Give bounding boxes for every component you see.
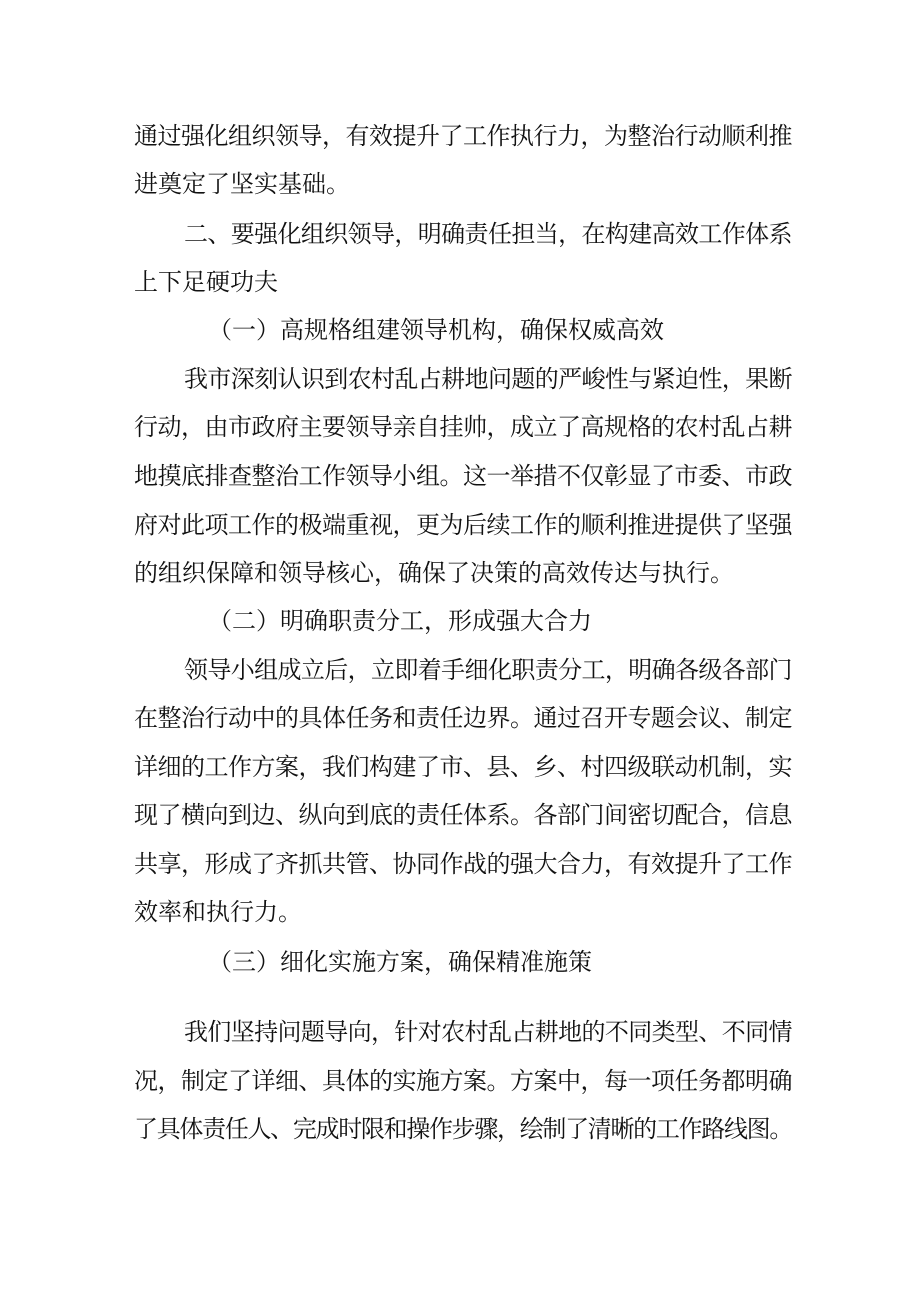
text-line: 行动，由市政府主要领导亲自挂帅，成立了高规格的农村乱占耕 bbox=[134, 413, 792, 441]
subsection-heading: （三）细化实施方案，确保精准施策 bbox=[208, 948, 592, 976]
text-line: 的组织保障和领导核心，确保了决策的高效传达与执行。 bbox=[134, 559, 734, 587]
text-line: 我们坚持问题导向，针对农村乱占耕地的不同类型、不同情 bbox=[184, 1018, 792, 1046]
subsection-heading: （二）明确职责分工，形成强大合力 bbox=[208, 607, 592, 635]
text-line: 通过强化组织领导，有效提升了工作执行力，为整治行动顺利推 bbox=[134, 122, 792, 150]
text-line: 现了横向到边、纵向到底的责任体系。各部门间密切配合，信息 bbox=[134, 801, 792, 829]
text-line: 地摸底排查整治工作领导小组。这一举措不仅彰显了市委、市政 bbox=[134, 462, 792, 490]
subsection-heading: （一）高规格组建领导机构，确保权威高效 bbox=[208, 316, 664, 344]
text-line: 共享，形成了齐抓共管、协同作战的强大合力，有效提升了工作 bbox=[134, 850, 792, 878]
text-line: 了具体责任人、完成时限和操作步骤，绘制了清晰的工作路线图。 bbox=[134, 1115, 793, 1143]
text-line: 详细的工作方案，我们构建了市、县、乡、村四级联动机制，实 bbox=[134, 753, 792, 781]
section-heading: 二、要强化组织领导，明确责任担当，在构建高效工作体系 bbox=[184, 220, 792, 248]
text-line: 进奠定了坚实基础。 bbox=[134, 170, 350, 198]
text-line: 况，制定了详细、具体的实施方案。方案中，每一项任务都明确 bbox=[134, 1067, 792, 1095]
text-line: 领导小组成立后，立即着手细化职责分工，明确各级各部门 bbox=[184, 656, 792, 684]
text-line: 府对此项工作的极端重视，更为后续工作的顺利推进提供了坚强 bbox=[134, 511, 792, 539]
text-line: 效率和执行力。 bbox=[134, 898, 302, 926]
text-line: 我市深刻认识到农村乱占耕地问题的严峻性与紧迫性，果断 bbox=[184, 365, 792, 393]
text-line: 在整治行动中的具体任务和责任边界。通过召开专题会议、制定 bbox=[134, 704, 792, 732]
section-heading: 上下足硬功夫 bbox=[134, 268, 278, 296]
